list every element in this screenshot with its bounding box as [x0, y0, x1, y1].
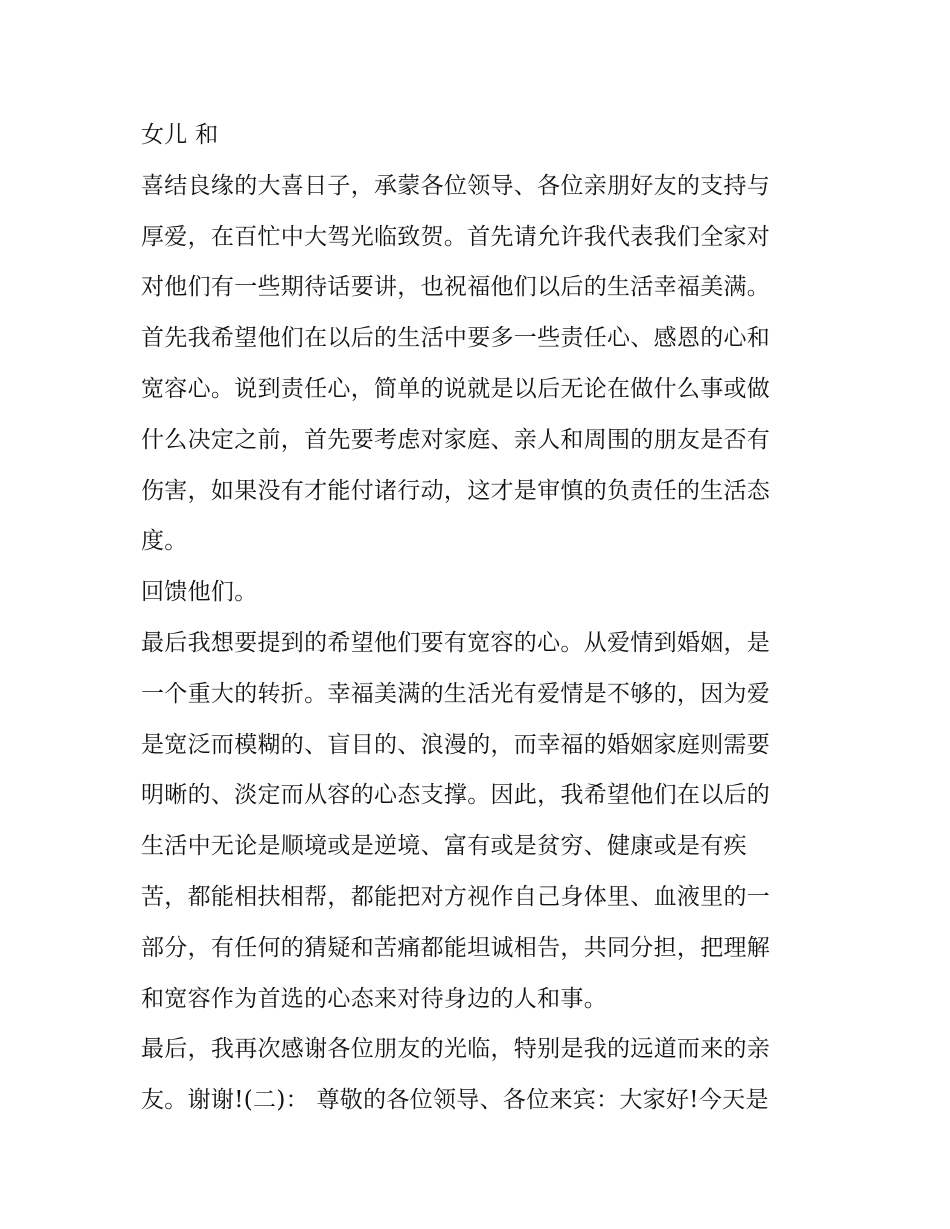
- text-line: 伤害，如果没有才能付诸行动，这才是审慎的负责任的生活态: [141, 477, 771, 504]
- text-line: 苦，都能相扶相帮，都能把对方视作自己身体里、血液里的一: [141, 883, 771, 910]
- text-line: 首先我希望他们在以后的生活中要多一些责任心、感恩的心和: [141, 325, 771, 352]
- text-line: 厚爱，在百忙中大驾光临致贺。首先请允许我代表我们全家对: [141, 223, 771, 250]
- text-line: 部分，有任何的猜疑和苦痛都能坦诚相告，共同分担，把理解: [141, 934, 771, 961]
- text-line: 最后，我再次感谢各位朋友的光临，特别是我的远道而来的亲: [141, 1036, 771, 1063]
- text-line: 和宽容作为首选的心态来对待身边的人和事。: [141, 985, 607, 1012]
- text-line: 度。: [141, 528, 188, 555]
- text-line: 友。谢谢!(二)： 尊敬的各位领导、各位来宾：大家好!今天是: [141, 1087, 769, 1114]
- text-line: 什么决定之前，首先要考虑对家庭、亲人和周围的朋友是否有: [141, 426, 771, 453]
- text-line: 对他们有一些期待话要讲，也祝福他们以后的生活幸福美满。: [141, 274, 771, 301]
- text-line: 回馈他们。: [141, 579, 258, 606]
- document-body: [141, 110, 821, 1126]
- text-line: 喜结良缘的大喜日子，承蒙各位领导、各位亲朋好友的支持与: [141, 172, 771, 199]
- text-line: 生活中无论是顺境或是逆境、富有或是贫穷、健康或是有疾: [141, 833, 747, 860]
- text-line: 女儿 和: [141, 122, 219, 148]
- text-line: 明晰的、淡定而从容的心态支撑。因此，我希望他们在以后的: [141, 782, 771, 809]
- text-line: 宽容心。说到责任心，简单的说就是以后无论在做什么事或做: [141, 375, 771, 402]
- text-line: 是宽泛而模糊的、盲目的、浪漫的，而幸福的婚姻家庭则需要: [141, 731, 771, 758]
- text-line: 一个重大的转折。幸福美满的生活光有爱情是不够的，因为爱: [141, 680, 771, 707]
- text-line: 最后我想要提到的希望他们要有宽容的心。从爱情到婚姻，是: [141, 629, 771, 656]
